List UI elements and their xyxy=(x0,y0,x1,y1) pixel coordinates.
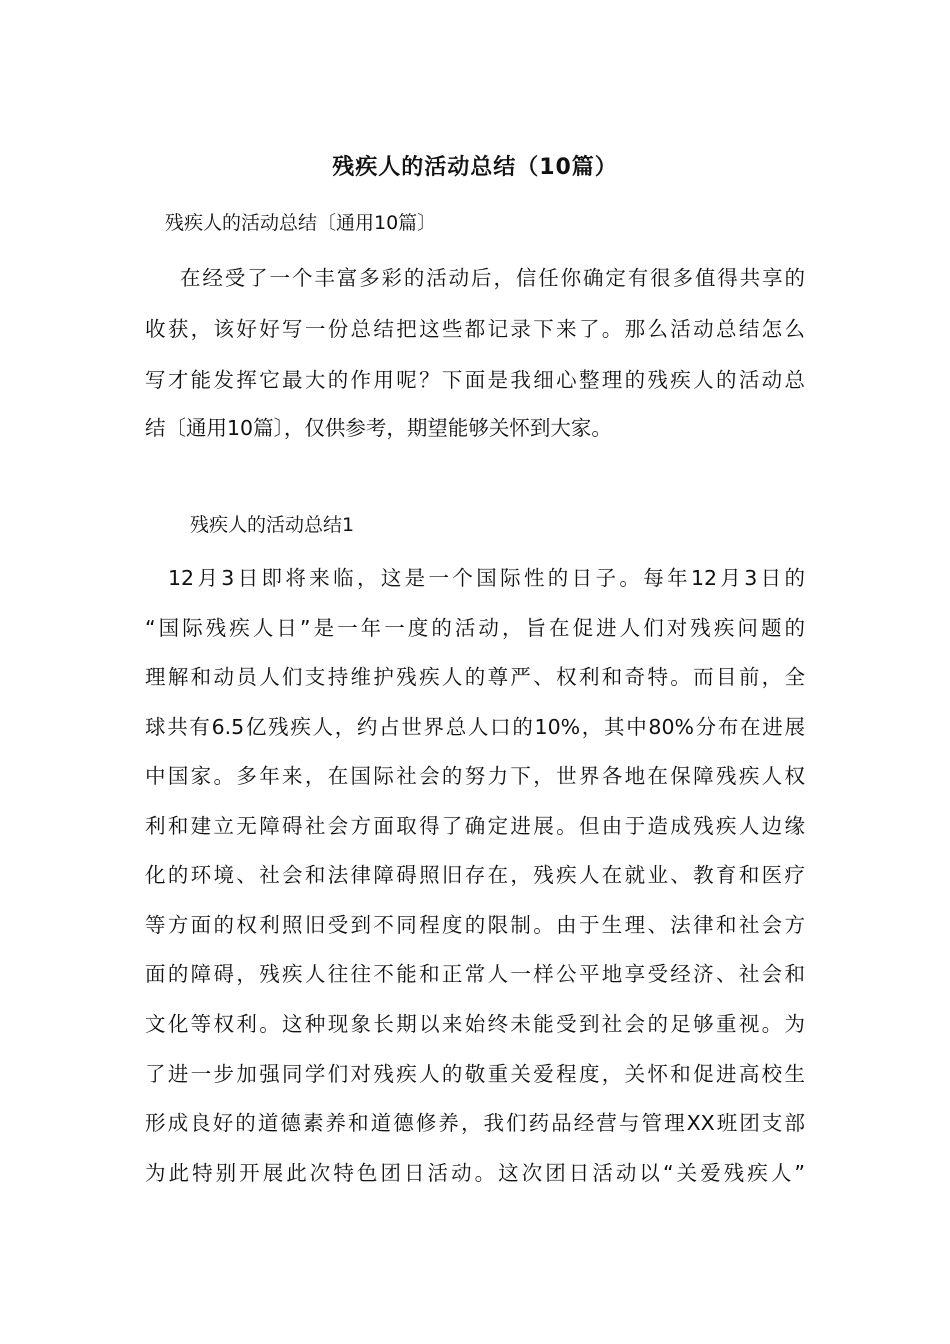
body-line: 化的环境、社会和法律障碍照旧存在，残疾人在就业、教育和医疗 xyxy=(145,863,805,887)
body-line: 球共有6.5亿残疾人，约占世界总人口的10%，其中80%分布在进展 xyxy=(145,715,805,739)
intro-line: 结〔通用10篇〕，仅供参考，期望能够关怀到大家。 xyxy=(145,416,612,440)
body-line: 形成良好的道德素养和道德修养，我们药品经营与管理XX班团支部 xyxy=(145,1111,805,1135)
intro-line: 写才能发挥它最大的作用呢？下面是我细心整理的残疾人的活动总 xyxy=(145,368,805,392)
body-line: 利和建立无障碍社会方面取得了确定进展。但由于造成残疾人边缘 xyxy=(145,814,805,838)
document-subtitle: 残疾人的活动总结〔通用10篇〕 xyxy=(165,212,437,234)
body-line: 面的障碍，残疾人往往不能和正常人一样公平地享受经济、社会和 xyxy=(145,962,805,986)
body-line: 文化等权利。这种现象长期以来始终未能受到社会的足够重视。为 xyxy=(145,1012,805,1036)
section-heading: 残疾人的活动总结1 xyxy=(190,514,355,536)
body-line: “国际残疾人日”是一年一度的活动，旨在促进人们对残疾问题的 xyxy=(145,616,805,640)
body-line: 12月3日即将来临，这是一个国际性的日子。每年12月3日的 xyxy=(168,566,805,590)
body-line: 为此特别开展此次特色团日活动。这次团日活动以“关爱残疾人” xyxy=(145,1161,805,1185)
body-line: 了进一步加强同学们对残疾人的敬重关爱程度，关怀和促进高校生 xyxy=(145,1062,805,1086)
intro-line: 收获，该好好写一份总结把这些都记录下来了。那么活动总结怎么 xyxy=(145,317,805,341)
intro-line: 在经受了一个丰富多彩的活动后，信任你确定有很多值得共享的 xyxy=(180,266,805,290)
document-title: 残疾人的活动总结（10篇） xyxy=(332,155,618,180)
body-line: 理解和动员人们支持维护残疾人的尊严、权利和奇特。而目前，全 xyxy=(145,665,805,689)
body-line: 中国家。多年来，在国际社会的努力下，世界各地在保障残疾人权 xyxy=(145,764,805,788)
body-line: 等方面的权利照旧受到不同程度的限制。由于生理、法律和社会方 xyxy=(145,913,805,937)
